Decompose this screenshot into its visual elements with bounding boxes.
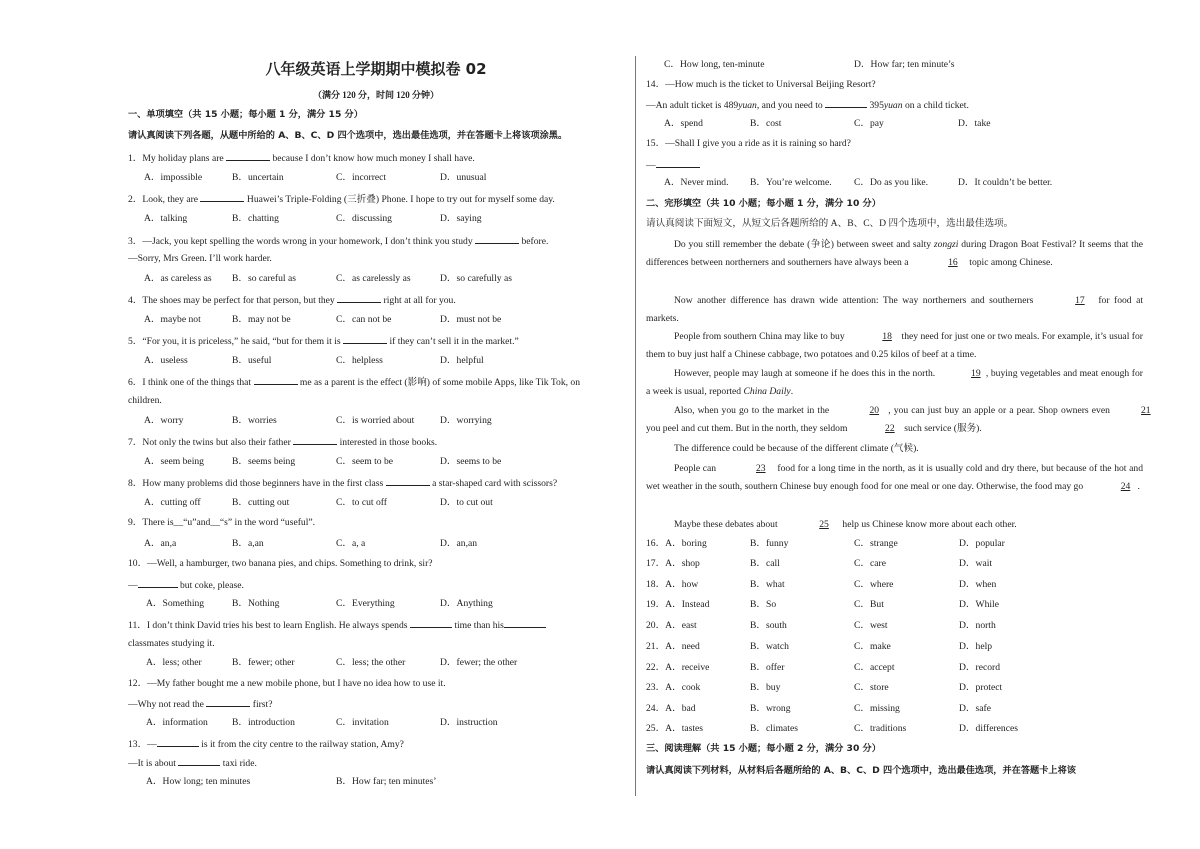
q16-option-a: 16．A．boring bbox=[646, 538, 707, 549]
q12-option-d: D．instruction bbox=[440, 717, 498, 728]
q7-option-b: B．seems being bbox=[232, 456, 296, 467]
q5-option-b: B．useful bbox=[232, 355, 272, 366]
section2-instruction: 请认真阅读下面短文，从短文后各题所给的 A、B、C、D 四个选项中，选出最佳选项。 bbox=[646, 218, 1014, 229]
q12-option-c: C．invitation bbox=[336, 717, 389, 728]
question-11-cont: classmates studying it. bbox=[128, 638, 215, 649]
q21-option-d: D．help bbox=[959, 641, 993, 652]
q23-option-b: B．buy bbox=[750, 682, 781, 693]
q1-option-a: A．impossible bbox=[144, 172, 203, 183]
question-3: 3．—Jack, you kept spelling the words wrong in your homework, I don’t think you study before. bbox=[128, 236, 549, 247]
q4-option-a: A．maybe not bbox=[144, 314, 201, 325]
question-1: 1．My holiday plans are because I don’t know how much money I shall have. bbox=[128, 153, 475, 164]
question-9: 9．There is__“u”and__“s” in the word “useful”. bbox=[128, 517, 316, 528]
q12-option-b: B．introduction bbox=[232, 717, 295, 728]
q24-option-a: 24．A．bad bbox=[646, 703, 696, 714]
section1-heading: 一、单项填空（共 15 小题；每小题 1 分，满分 15 分） bbox=[128, 109, 363, 120]
cloze-paragraph-1: Do you still remember the debate (争论) between sweet and salty zongzi during Dragon Boat Festival? It seems that the differences between northerners and southerners have always been a 16 topic among Chinese. bbox=[646, 239, 1143, 268]
q15-option-d: D．It couldn’t be better. bbox=[958, 177, 1053, 188]
question-4: 4．The shoes may be perfect for that person, but they right at all for you. bbox=[128, 295, 456, 306]
q5-option-d: D．helpful bbox=[440, 355, 484, 366]
q20-option-a: 20．A．east bbox=[646, 620, 697, 631]
q10-option-c: C．Everything bbox=[336, 598, 395, 609]
q15-option-c: C．Do as you like. bbox=[854, 177, 929, 188]
q17-option-c: C．care bbox=[854, 558, 886, 569]
q11-option-a: A．less; other bbox=[146, 657, 202, 668]
q22-option-b: B．offer bbox=[750, 662, 785, 673]
q13-option-d: D．How far; ten minute’s bbox=[854, 59, 955, 70]
question-8: 8．How many problems did those beginners have in the first class a star-shaped card with scissors? bbox=[128, 478, 558, 489]
q24-option-d: D．safe bbox=[959, 703, 991, 714]
question-2: 2．Look, they are Huawei’s Triple-Folding (三折叠) Phone. I hope to try out for myself some day. bbox=[128, 194, 555, 205]
q22-option-d: D．record bbox=[959, 662, 1001, 673]
q7-option-a: A．seem being bbox=[144, 456, 204, 467]
q9-option-c: C．a, a bbox=[336, 538, 366, 549]
cloze-paragraph-4: However, people may laugh at someone if he does this in the north. 19 , buying vegetables and meat enough for a week is usual, reported China Daily. bbox=[646, 368, 1143, 397]
section3-heading: 三、阅读理解（共 15 小题；每小题 2 分，满分 30 分） bbox=[646, 743, 881, 754]
question-7: 7．Not only the twins but also their father interested in those books. bbox=[128, 437, 438, 448]
q11-option-c: C．less; the other bbox=[336, 657, 406, 668]
q14-option-c: C．pay bbox=[854, 118, 884, 129]
q9-option-a: A．an,a bbox=[144, 538, 177, 549]
question-15: 15．—Shall I give you a ride as it is raining so hard? bbox=[646, 138, 851, 149]
question-11: 11．I don’t think David tries his best to learn English. He always spends time than his bbox=[128, 618, 624, 632]
section2-heading: 二、完形填空（共 10 小题；每小题 1 分，满分 10 分） bbox=[646, 198, 881, 209]
q13-option-c: C．How long, ten-minute bbox=[664, 59, 765, 70]
q3-option-b: B．so careful as bbox=[232, 273, 296, 284]
q5-option-c: C．helpless bbox=[336, 355, 383, 366]
q2-option-b: B．chatting bbox=[232, 213, 279, 224]
q19-option-d: D．While bbox=[959, 599, 999, 610]
q25-option-b: B．climates bbox=[750, 723, 798, 734]
cloze-paragraph-5: Also, when you go to the market in the 20 , you can just buy an apple or a pear. Shop owners even 21 you peel and cut them. But in the north, they seldom 22 such service (服务). bbox=[646, 405, 1151, 434]
section1-instruction: 请认真阅读下列各题，从题中所给的 A、B、C、D 四个选项中，选出最佳选项，并在答题卡上将该项涂黑。 bbox=[128, 130, 568, 141]
q4-option-b: B．may not be bbox=[232, 314, 291, 325]
q8-option-b: B．cutting out bbox=[232, 497, 290, 508]
q13-option-b: B．How far; ten minutes’ bbox=[336, 776, 437, 787]
question-3-reply: —Sorry, Mrs Green. I’ll work harder. bbox=[128, 253, 272, 264]
q19-option-a: 19．A．Instead bbox=[646, 599, 710, 610]
q19-option-b: B．So bbox=[750, 599, 777, 610]
question-10: 10．—Well, a hamburger, two banana pies, and chips. Something to drink, sir? bbox=[128, 558, 433, 569]
q3-option-a: A．as careless as bbox=[144, 273, 212, 284]
q22-option-a: 22．A．receive bbox=[646, 662, 710, 673]
q11-option-d: D．fewer; the other bbox=[440, 657, 518, 668]
q8-option-d: D．to cut out bbox=[440, 497, 493, 508]
q16-option-d: D．popular bbox=[959, 538, 1005, 549]
question-15-reply: — bbox=[646, 158, 1143, 172]
page-title: 八年级英语上学期期中模拟卷 02 bbox=[265, 60, 487, 78]
q14-option-d: D．take bbox=[958, 118, 991, 129]
cloze-paragraph-6: The difference could be because of the different climate (气候). bbox=[674, 443, 919, 454]
q4-option-c: C．can not be bbox=[336, 314, 392, 325]
q23-option-d: D．protect bbox=[959, 682, 1003, 693]
question-6: 6．I think one of the things that me as a parent is the effect (影响) of some mobile Apps, like Tik Tok, on bbox=[128, 377, 581, 388]
q23-option-c: C．store bbox=[854, 682, 889, 693]
section3-instruction: 请认真阅读下列材料，从材料后各题所给的 A、B、C、D 四个选项中，选出最佳选项，并在答题卡上将该 bbox=[646, 765, 1076, 776]
q10-option-b: B．Nothing bbox=[232, 598, 280, 609]
q25-option-c: C．traditions bbox=[854, 723, 907, 734]
question-12: 12．—My father bought me a new mobile phone, but I have no idea how to use it. bbox=[128, 678, 446, 689]
question-10-reply: — but coke, please. bbox=[128, 580, 244, 591]
q3-option-c: C．as carelessly as bbox=[336, 273, 411, 284]
q4-option-d: D．must not be bbox=[440, 314, 502, 325]
q9-option-d: D．an,an bbox=[440, 538, 478, 549]
exam-subtitle: （满分 120 分，时间 120 分钟） bbox=[312, 90, 439, 100]
q6-option-c: C．is worried about bbox=[336, 415, 415, 426]
q5-option-a: A．useless bbox=[144, 355, 188, 366]
q17-option-a: 17．A．shop bbox=[646, 558, 700, 569]
q19-option-c: C．But bbox=[854, 599, 884, 610]
q15-option-a: A．Never mind. bbox=[664, 177, 729, 188]
q1-option-b: B．uncertain bbox=[232, 172, 284, 183]
question-12-reply: —Why not read the first? bbox=[128, 699, 273, 710]
q16-option-b: B．funny bbox=[750, 538, 789, 549]
q15-option-b: B．You’re welcome. bbox=[750, 177, 832, 188]
q10-option-a: A．Something bbox=[146, 598, 205, 609]
cloze-paragraph-3: People from southern China may like to buy 18 they need for just one or two meals. For example, it’s usual for them to buy just half a Chinese cabbage, two potatoes and 0.25 kilos of beef at a time. bbox=[646, 331, 1143, 360]
q14-option-a: A．spend bbox=[664, 118, 703, 129]
question-14-reply: —An adult ticket is 489yuan, and you need to 395yuan on a child ticket. bbox=[646, 100, 969, 111]
q18-option-d: D．when bbox=[959, 579, 997, 590]
cloze-paragraph-7: People can 23 food for a long time in the north, as it is usually cold and dry there, but because of the hot and wet weather in the south, southern Chinese buy enough food for one meal or one day. Otherwise, the food may go 24 . bbox=[646, 463, 1143, 492]
q10-option-d: D．Anything bbox=[440, 598, 493, 609]
q21-option-a: 21．A．need bbox=[646, 641, 700, 652]
q12-option-a: A．information bbox=[146, 717, 208, 728]
q7-option-d: D．seems to be bbox=[440, 456, 502, 467]
q13-option-a: A．How long; ten minutes bbox=[146, 776, 251, 787]
question-14: 14．—How much is the ticket to Universal Beijing Resort? bbox=[646, 79, 876, 90]
q16-option-c: C．strange bbox=[854, 538, 898, 549]
q23-option-a: 23．A．cook bbox=[646, 682, 701, 693]
q20-option-b: B．south bbox=[750, 620, 787, 631]
q6-option-d: D．worrying bbox=[440, 415, 492, 426]
q22-option-c: C．accept bbox=[854, 662, 895, 673]
q25-option-a: 25．A．tastes bbox=[646, 723, 704, 734]
q2-option-d: D．saying bbox=[440, 213, 482, 224]
question-13-reply: —It is about taxi ride. bbox=[128, 758, 257, 769]
question-5: 5．“For you, it is priceless,” he said, “but for them it is if they can’t sell it in the market.” bbox=[128, 336, 519, 347]
q8-option-c: C．to cut off bbox=[336, 497, 387, 508]
q1-option-d: D．unusual bbox=[440, 172, 487, 183]
q6-option-a: A．worry bbox=[144, 415, 184, 426]
q6-option-b: B．worries bbox=[232, 415, 277, 426]
q11-option-b: B．fewer; other bbox=[232, 657, 295, 668]
question-6-cont: children. bbox=[128, 395, 162, 406]
q18-option-c: C．where bbox=[854, 579, 894, 590]
q25-option-d: D．differences bbox=[959, 723, 1018, 734]
q18-option-a: 18．A．how bbox=[646, 579, 699, 590]
cloze-paragraph-8: Maybe these debates about 25 help us Chinese know more about each other. bbox=[674, 519, 1017, 530]
question-13: 13．— is it from the city centre to the railway station, Amy? bbox=[128, 739, 404, 750]
q8-option-a: A．cutting off bbox=[144, 497, 201, 508]
q7-option-c: C．seem to be bbox=[336, 456, 394, 467]
q2-option-a: A．talking bbox=[144, 213, 188, 224]
column-divider bbox=[635, 56, 636, 796]
q3-option-d: D．so carefully as bbox=[440, 273, 512, 284]
q20-option-c: C．west bbox=[854, 620, 888, 631]
q9-option-b: B．a,an bbox=[232, 538, 264, 549]
cloze-paragraph-2: Now another difference has drawn wide attention: The way northerners and southerners 17 for food at markets. bbox=[646, 295, 1143, 324]
q17-option-d: D．wait bbox=[959, 558, 993, 569]
q21-option-b: B．watch bbox=[750, 641, 789, 652]
q1-option-c: C．incorrect bbox=[336, 172, 387, 183]
q14-option-b: B．cost bbox=[750, 118, 782, 129]
q17-option-b: B．call bbox=[750, 558, 780, 569]
q24-option-c: C．missing bbox=[854, 703, 900, 714]
q24-option-b: B．wrong bbox=[750, 703, 791, 714]
q20-option-d: D．north bbox=[959, 620, 996, 631]
q18-option-b: B．what bbox=[750, 579, 785, 590]
q21-option-c: C．make bbox=[854, 641, 891, 652]
q2-option-c: C．discussing bbox=[336, 213, 392, 224]
